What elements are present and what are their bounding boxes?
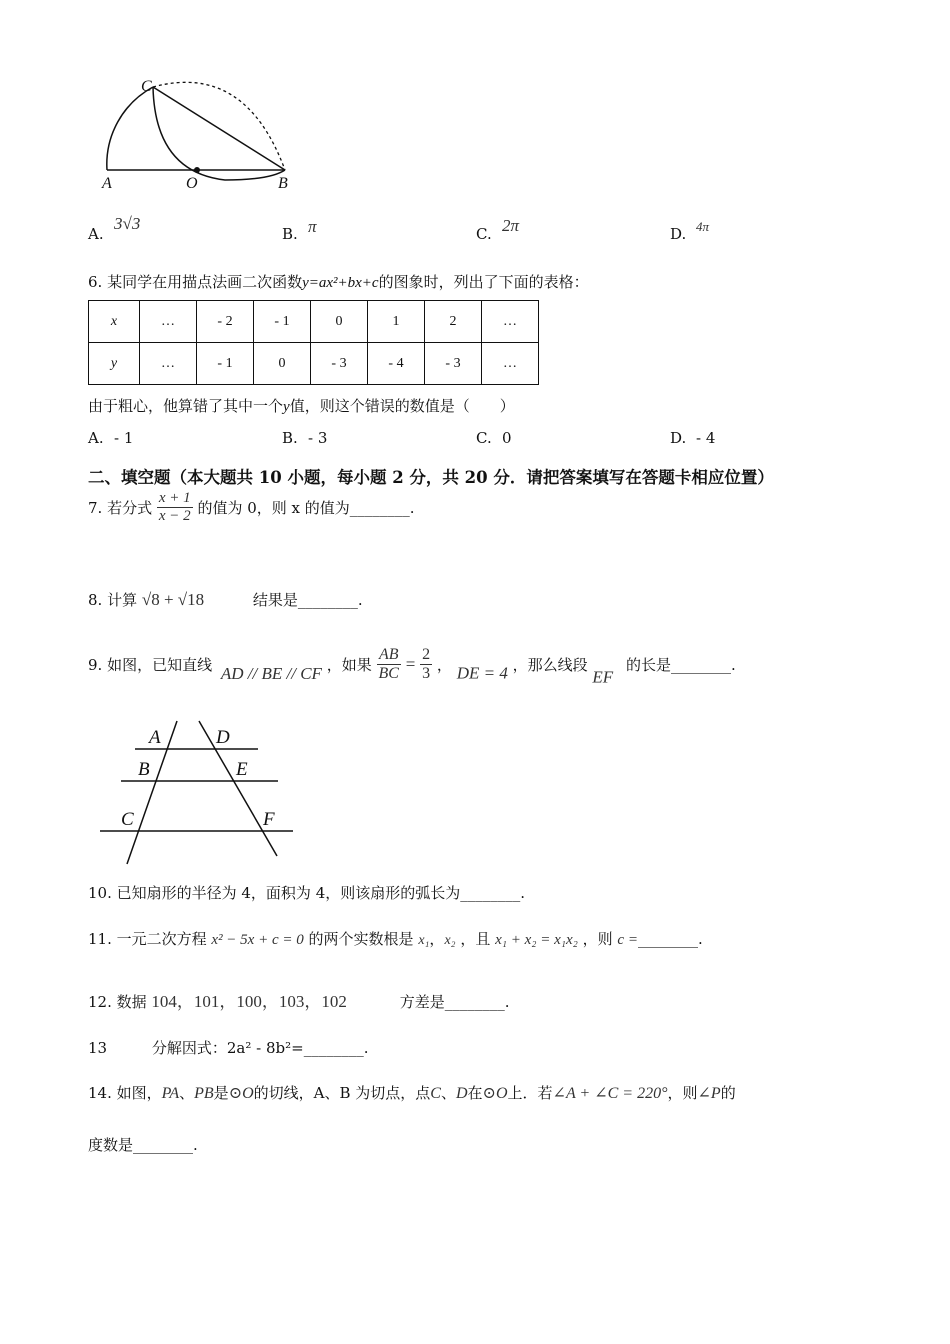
q10: 10. 已知扇形的半径为 4，面积为 4，则该扇形的弧长为________. [88,884,526,902]
q9: 9. 如图，已知直线 AD // BE // CF ，如果 $\frac{AB}{BC}$ = $\frac{2}{3}$ ， DE = 4 ，那么线段 EF 的长是________. [88,646,736,687]
folded-arc [153,87,285,180]
semicircle-figure [95,72,305,197]
chord-cb [153,87,285,170]
label-c: C [121,809,134,830]
q6-question: 由于粗心，他算错了其中一个y值，则这个错误的数值是（ ） [88,397,515,415]
table-row: x … - 2 - 1 0 1 2 … [89,301,539,343]
transversal-right [199,721,277,856]
parallel-lines-figure [95,718,305,868]
label-c: C [141,78,152,95]
label-a: A [149,727,161,748]
q14-line2: 度数是________. [88,1136,198,1154]
label-o: O [186,175,198,192]
q14-line1: 14. 如图，PA、PB是⊙O的切线，A、B 为切点，点C、D在⊙O上．若∠A + ∠C = 220°，则∠P的 [88,1084,736,1102]
label-b: B [138,759,150,780]
q6-stem: 6. 某同学在用描点法画二次函数y=ax²+bx+c的图象时，列出了下面的表格： [88,273,589,291]
table-row: y … - 1 0 - 3 - 4 - 3 … [89,343,539,385]
center-point-o [194,167,200,173]
label-e: E [236,759,248,780]
arc-a-c [107,87,153,170]
q8: 8. 计算 √8 + √18 结果是________. [88,590,363,609]
label-d: D [216,727,230,748]
q11: 11. 一元二次方程 x² − 5x + c = 0 的两个实数根是 x₁，x₂ ，且 x₁ + x₂ = x₁x₂ ，则 c =________. [88,930,703,948]
q7: 7. 若分式 $\frac{x + 1}{x - 2}$ 的值为 0，则 x 的值为________. [88,490,415,524]
q6-table [88,300,539,385]
label-f: F [263,809,275,830]
label-b: B [278,175,288,192]
q12: 12. 数据 104，101，100，103，102 方差是________. [88,992,510,1011]
section-heading: 二、填空题（本大题共 10 小题，每小题 2 分，共 20 分．请把答案填写在答题卡相应位置） [88,468,774,487]
q13: 13 分解因式：2a² - 8b²=________. [88,1039,369,1057]
label-a: A [102,175,112,192]
